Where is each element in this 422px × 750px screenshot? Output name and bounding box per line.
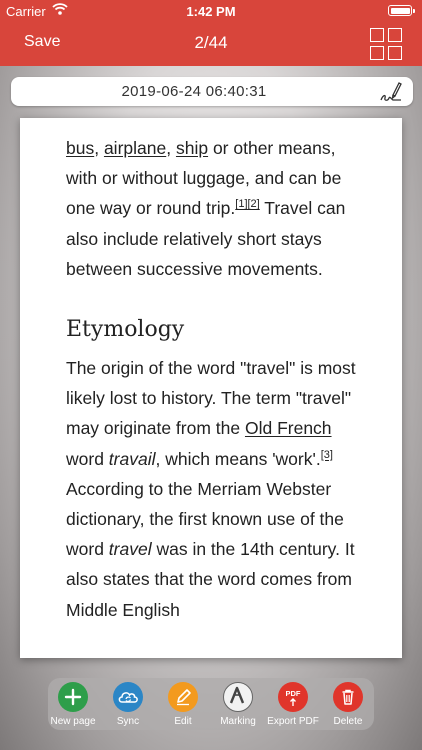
link-airplane[interactable]: airplane	[103, 138, 167, 158]
article-content	[66, 133, 366, 625]
status-time: 1:42 PM	[186, 4, 236, 19]
document-page	[20, 118, 402, 658]
marking-label: Marking	[220, 716, 256, 727]
trash-icon	[333, 682, 363, 712]
signature-pen-icon[interactable]	[379, 80, 403, 104]
link-ship[interactable]: ship	[175, 138, 209, 158]
reference-2[interactable]: [2]	[247, 198, 260, 211]
page-datetime: 2019-06-24 06:40:31	[121, 83, 267, 100]
export-pdf-label: Export PDF	[267, 716, 319, 727]
marker-pen-icon	[223, 682, 253, 712]
section-heading: Etymology	[66, 317, 185, 343]
paragraph: The origin of the word "travel" is most likely lost to history. The term "travel" may originate from the Old French word travail, which means 'work'.[3] According to the Merriam Webster dictionary, the first known use of the word travel was in the 14th century. It also states that the word comes from Middle English	[66, 358, 356, 620]
edit-button[interactable]	[155, 682, 211, 728]
reference-1[interactable]: [1]	[235, 198, 248, 211]
cloud-sync-icon	[113, 682, 143, 712]
sync-label: Sync	[116, 716, 140, 727]
pdf-export-icon	[278, 682, 308, 712]
date-bar	[11, 77, 413, 106]
marking-button[interactable]	[210, 682, 266, 728]
top-bar	[0, 0, 422, 66]
new-page-label: New page	[50, 716, 96, 727]
grid-icon	[370, 28, 384, 42]
battery-icon	[388, 5, 412, 16]
paragraph: bus, airplane, ship or other means, with or without luggage, and can be one way or round trip.[1][2] Travel can also include relatively short stays between successive movements.	[66, 138, 346, 279]
plus-icon	[58, 682, 88, 712]
bottom-toolbar	[48, 678, 374, 730]
sync-button[interactable]	[100, 682, 156, 728]
export-pdf-button[interactable]	[265, 682, 321, 728]
link-old-french[interactable]: Old French	[244, 418, 332, 439]
new-page-button[interactable]	[45, 682, 101, 728]
carrier-label: Carrier	[6, 4, 46, 19]
reference-3[interactable]: [3]	[320, 448, 333, 461]
delete-button[interactable]	[320, 682, 376, 728]
svg-text:PDF: PDF	[285, 689, 301, 698]
status-bar	[0, 0, 422, 22]
page-indicator: 2/44	[194, 33, 228, 52]
edit-label: Edit	[174, 716, 192, 727]
pencil-icon	[168, 682, 198, 712]
save-button[interactable]: Save	[24, 33, 61, 50]
grid-view-button[interactable]	[370, 28, 402, 60]
link-bus[interactable]: bus	[66, 138, 95, 158]
delete-label: Delete	[333, 716, 363, 727]
